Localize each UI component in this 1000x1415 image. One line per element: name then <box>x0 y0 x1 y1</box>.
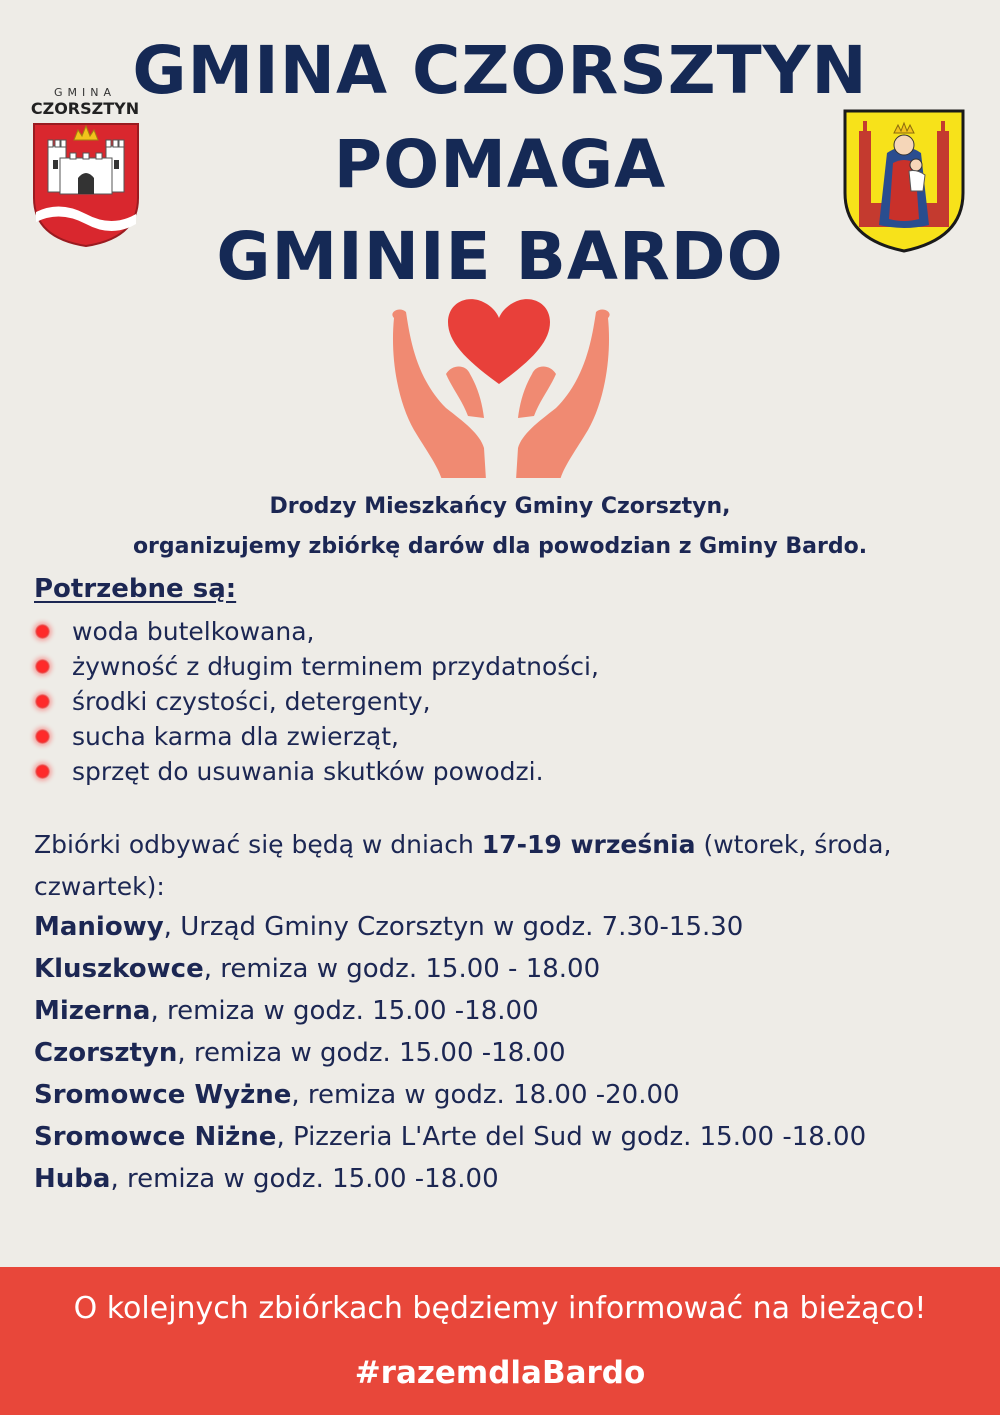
red-dot-icon <box>35 729 50 744</box>
list-item <box>34 684 599 719</box>
footer-message: O kolejnych zbiórkach będziemy informować na bieżąco! <box>73 1291 927 1326</box>
place-details: , Pizzeria L'Arte del Sud w godz. 15.00 -18.00 <box>276 1122 867 1152</box>
place-name: Mizerna <box>34 996 151 1026</box>
place-details: , remiza w godz. 18.00 -20.00 <box>291 1080 680 1110</box>
place-name: Sromowce Wyżne <box>34 1080 292 1110</box>
place-row <box>34 948 866 990</box>
red-dot-icon <box>35 694 50 709</box>
need-item-text: sprzęt do usuwania skutków powodzi. <box>72 757 544 786</box>
list-item <box>34 614 599 649</box>
logo-gmina-text: GMINA <box>53 86 116 99</box>
red-dot-icon <box>35 764 50 779</box>
red-dot-icon <box>35 659 50 674</box>
collection-places <box>34 906 866 1200</box>
intro-announcement: organizujemy zbiórkę darów dla powodzian z Gminy Bardo. <box>132 534 868 559</box>
dates-range: 17-19 września <box>481 830 696 859</box>
place-name: Sromowce Niżne <box>34 1122 277 1152</box>
title-line-1: GMINA CZORSZTYN <box>132 32 868 109</box>
place-details: , remiza w godz. 15.00 -18.00 <box>177 1038 566 1068</box>
place-name: Czorsztyn <box>34 1038 178 1068</box>
needs-heading: Potrzebne są: <box>34 574 237 604</box>
need-item-text: środki czystości, detergenty, <box>72 687 431 716</box>
place-details: , Urząd Gminy Czorsztyn w godz. 7.30-15.30 <box>163 912 744 942</box>
place-row <box>34 1158 866 1200</box>
place-row <box>34 906 866 948</box>
title-line-3: GMINIE BARDO <box>216 218 784 295</box>
place-row <box>34 1074 866 1116</box>
intro-greeting: Drodzy Mieszkańcy Gminy Czorsztyn, <box>269 494 731 519</box>
place-details: , remiza w godz. 15.00 -18.00 <box>110 1164 499 1194</box>
title-line-2: POMAGA <box>333 126 667 203</box>
collection-dates <box>34 824 974 908</box>
place-row <box>34 1116 866 1158</box>
logo-czorsztyn-text: CZORSZTYN <box>30 99 140 118</box>
dates-prefix: Zbiórki odbywać się będą w dniach <box>34 830 482 859</box>
place-name: Kluszkowce <box>34 954 204 984</box>
place-details: , remiza w godz. 15.00 - 18.00 <box>203 954 601 984</box>
dates-suffix: (wtorek, środa, czwartek): <box>34 830 892 901</box>
list-item <box>34 754 599 789</box>
footer-hashtag: #razemdlaBardo <box>354 1355 646 1391</box>
place-name: Maniowy <box>34 912 164 942</box>
need-item-text: woda butelkowana, <box>72 617 315 646</box>
place-name: Huba <box>34 1164 111 1194</box>
list-item <box>34 649 599 684</box>
need-item-text: żywność z długim terminem przydatności, <box>72 652 599 681</box>
list-item <box>34 719 599 754</box>
place-details: , remiza w godz. 15.00 -18.00 <box>150 996 539 1026</box>
needs-list <box>34 614 599 789</box>
hands-holding-heart-icon <box>386 298 616 478</box>
place-row <box>34 990 866 1032</box>
footer-banner <box>0 1267 1000 1415</box>
red-dot-icon <box>35 624 50 639</box>
place-row <box>34 1032 866 1074</box>
need-item-text: sucha karma dla zwierząt, <box>72 722 399 751</box>
